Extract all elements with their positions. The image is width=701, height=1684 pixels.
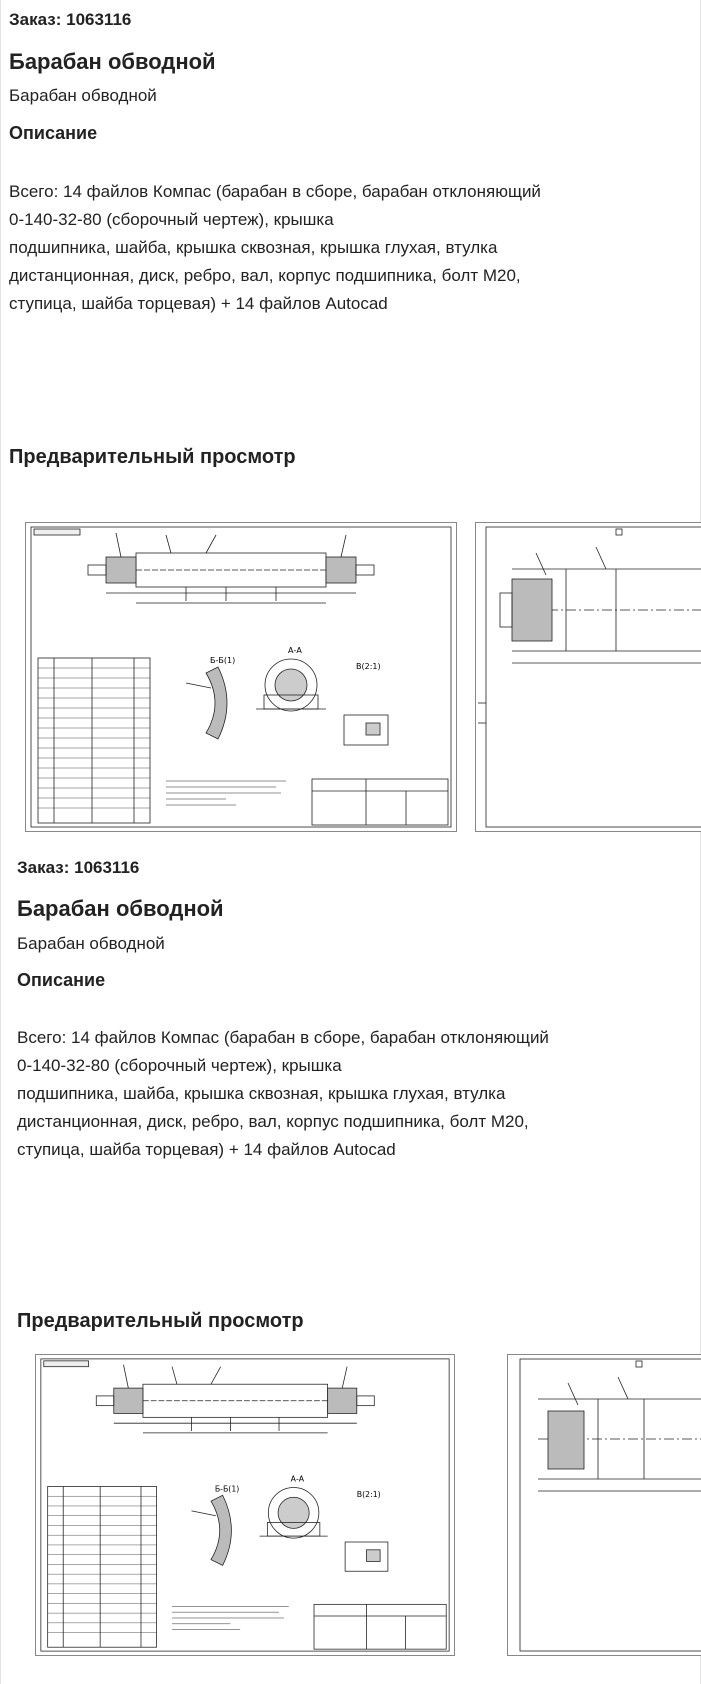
description-line: дистанционная, диск, ребро, вал, корпус подшипника, болт М20,: [17, 1112, 529, 1131]
description-line: дистанционная, диск, ребро, вал, корпус подшипника, болт М20,: [9, 266, 521, 285]
section-b-label: Б-Б(1): [210, 656, 236, 665]
description-line: 0-140-32-80 (сборочный чертеж), крышка: [9, 210, 334, 229]
drawing-thumbnail-assembly[interactable]: [25, 522, 457, 832]
drawing-thumbnail-drum[interactable]: [475, 522, 701, 832]
section-a-label: А-А: [288, 646, 302, 655]
drawing-thumbnail-drum[interactable]: [507, 1354, 701, 1656]
order-number: Заказ: 1063116: [9, 10, 132, 29]
description-line: ступица, шайба торцевая) + 14 файлов Autocad: [9, 294, 388, 313]
drawing-thumbnail-assembly[interactable]: [35, 1354, 455, 1656]
description-line: подшипника, шайба, крышка сквозная, крышка глухая, втулка: [9, 238, 498, 257]
product-subtitle: Барабан обводной: [17, 934, 165, 953]
view-c-label: В(2:1): [356, 1490, 381, 1500]
description-line: 0-140-32-80 (сборочный чертеж), крышка: [17, 1056, 342, 1075]
description-line: Всего: 14 файлов Компас (барабан в сборе, барабан отклоняющий: [9, 182, 541, 201]
assembly-drawing: [26, 523, 456, 831]
description-line: Всего: 14 файлов Компас (барабан в сборе, барабан отклоняющий: [17, 1028, 549, 1047]
preview-heading: Предварительный просмотр: [9, 446, 296, 468]
product-title: Барабан обводной: [9, 49, 216, 74]
drum-drawing: [508, 1355, 701, 1655]
product-title: Барабан обводной: [17, 896, 224, 921]
view-c-label: В(2:1): [356, 662, 381, 671]
description-text: [17, 1024, 667, 1164]
preview-heading: Предварительный просмотр: [17, 1310, 304, 1332]
drum-drawing: [476, 523, 701, 831]
description-heading: Описание: [17, 970, 106, 990]
description-line: подшипника, шайба, крышка сквозная, крышка глухая, втулка: [17, 1084, 506, 1103]
order-number: Заказ: 1063116: [17, 858, 140, 877]
description-text: [9, 178, 659, 318]
order-card: [0, 842, 701, 1684]
assembly-drawing: [36, 1355, 454, 1655]
description-line: ступица, шайба торцевая) + 14 файлов Autocad: [17, 1140, 396, 1159]
product-subtitle: Барабан обводной: [9, 86, 157, 105]
section-b-label: Б-Б(1): [214, 1484, 240, 1494]
description-heading: Описание: [9, 123, 98, 143]
section-a-label: А-А: [290, 1474, 305, 1484]
